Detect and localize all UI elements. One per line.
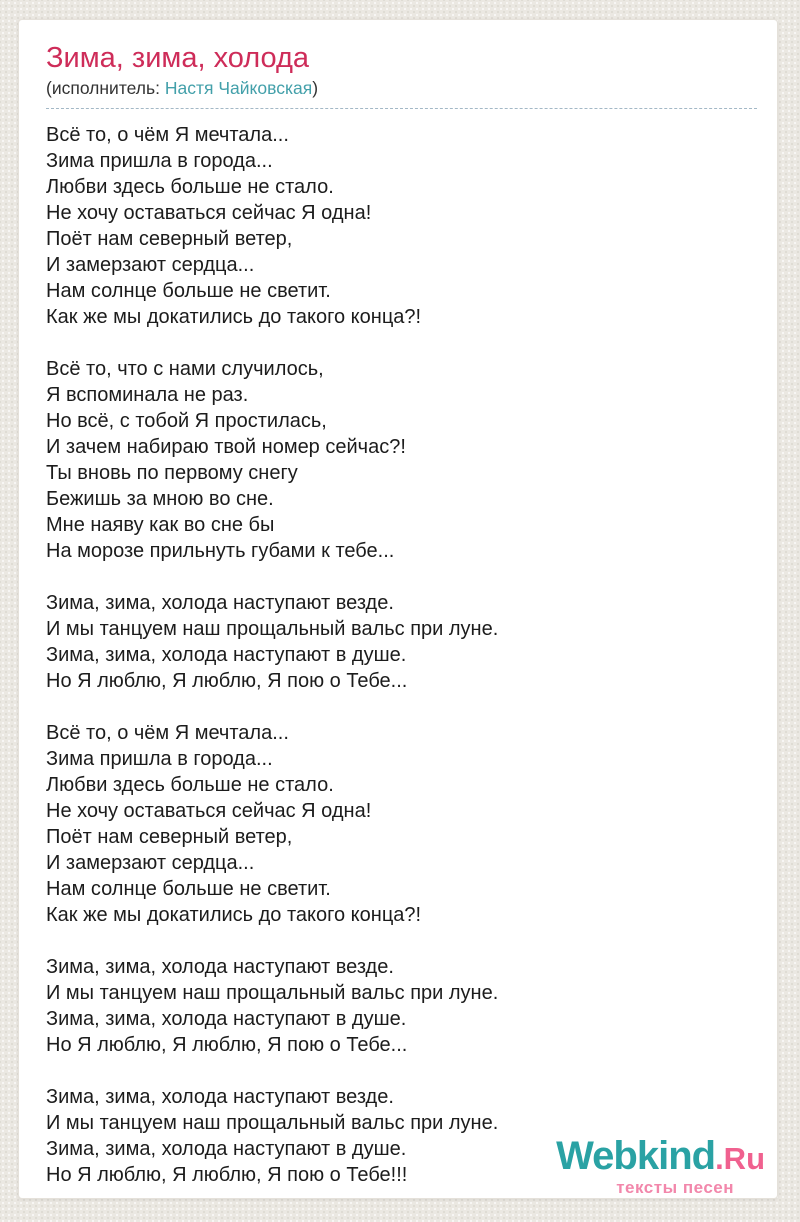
stanza [46, 954, 757, 1058]
lyric-line: Мне наяву как во сне бы [46, 514, 275, 536]
lyric-line: Всё то, о чём Я мечтала... [46, 124, 289, 146]
stanza [46, 590, 757, 694]
lyric-line: И зачем набираю твой номер сейчас?! [46, 436, 406, 458]
logo-wordmark [556, 1134, 765, 1184]
webkind-logo[interactable] [556, 1134, 765, 1197]
lyric-line: Но Я люблю, Я люблю, Я пою о Тебе!!! [46, 1164, 408, 1186]
song-header [46, 41, 757, 109]
lyric-line: Но Я люблю, Я люблю, Я пою о Тебе... [46, 1034, 408, 1056]
lyric-line: Всё то, что с нами случилось, [46, 358, 324, 380]
lyric-line: Как же мы докатились до такого конца?! [46, 904, 422, 926]
lyric-line: Как же мы докатились до такого конца?! [46, 306, 422, 328]
stanza [46, 122, 757, 330]
lyric-line: Поёт нам северный ветер, [46, 826, 293, 848]
artist-label: (исполнитель: [46, 78, 165, 98]
logo-tagline: тексты песен [616, 1178, 734, 1197]
stanza [46, 720, 757, 928]
lyrics-card [18, 19, 778, 1199]
lyric-line: Зима, зима, холода наступают в душе. [46, 1138, 407, 1160]
lyric-line: Зима, зима, холода наступают в душе. [46, 644, 407, 666]
lyric-line: Любви здесь больше не стало. [46, 176, 334, 198]
lyric-line: Бежишь за мною во сне. [46, 488, 274, 510]
lyric-line: Всё то, о чём Я мечтала... [46, 722, 289, 744]
lyric-line: И замерзают сердца... [46, 254, 255, 276]
logo-ru-text: .Ru [715, 1141, 765, 1176]
lyric-line: Любви здесь больше не стало. [46, 774, 334, 796]
lyric-line: Не хочу оставаться сейчас Я одна! [46, 202, 372, 224]
lyric-line: Поёт нам северный ветер, [46, 228, 293, 250]
lyric-line: Зима пришла в города... [46, 150, 273, 172]
lyric-line: Нам солнце больше не светит. [46, 280, 331, 302]
lyric-line: Но всё, с тобой Я простилась, [46, 410, 327, 432]
lyric-line: Зима, зима, холода наступают в душе. [46, 1008, 407, 1030]
lyric-line: Но Я люблю, Я люблю, Я пою о Тебе... [46, 670, 408, 692]
lyrics [46, 122, 757, 1188]
stanza [46, 356, 757, 564]
lyric-line: И мы танцуем наш прощальный вальс при луне. [46, 982, 499, 1004]
lyric-line: Зима пришла в города... [46, 748, 273, 770]
lyric-line: Я вспоминала не раз. [46, 384, 249, 406]
page-title: Зима, зима, холода [46, 42, 310, 74]
logo-webkind-text: Webkind [556, 1134, 716, 1178]
lyric-line: Не хочу оставаться сейчас Я одна! [46, 800, 372, 822]
lyric-line: Зима, зима, холода наступают везде. [46, 1086, 394, 1108]
lyric-line: На морозе прильнуть губами к тебе... [46, 540, 395, 562]
lyric-line: Зима, зима, холода наступают везде. [46, 956, 394, 978]
lyric-line: Зима, зима, холода наступают везде. [46, 592, 394, 614]
lyric-line: И мы танцуем наш прощальный вальс при луне. [46, 618, 499, 640]
artist-line-closing: ) [312, 78, 319, 98]
lyric-line: И мы танцуем наш прощальный вальс при луне. [46, 1112, 499, 1134]
lyric-line: Ты вновь по первому снегу [46, 462, 298, 484]
lyric-line: И замерзают сердца... [46, 852, 255, 874]
lyric-line: Нам солнце больше не светит. [46, 878, 331, 900]
artist-link[interactable]: Настя Чайковская [164, 78, 313, 98]
artist-line [46, 78, 757, 99]
